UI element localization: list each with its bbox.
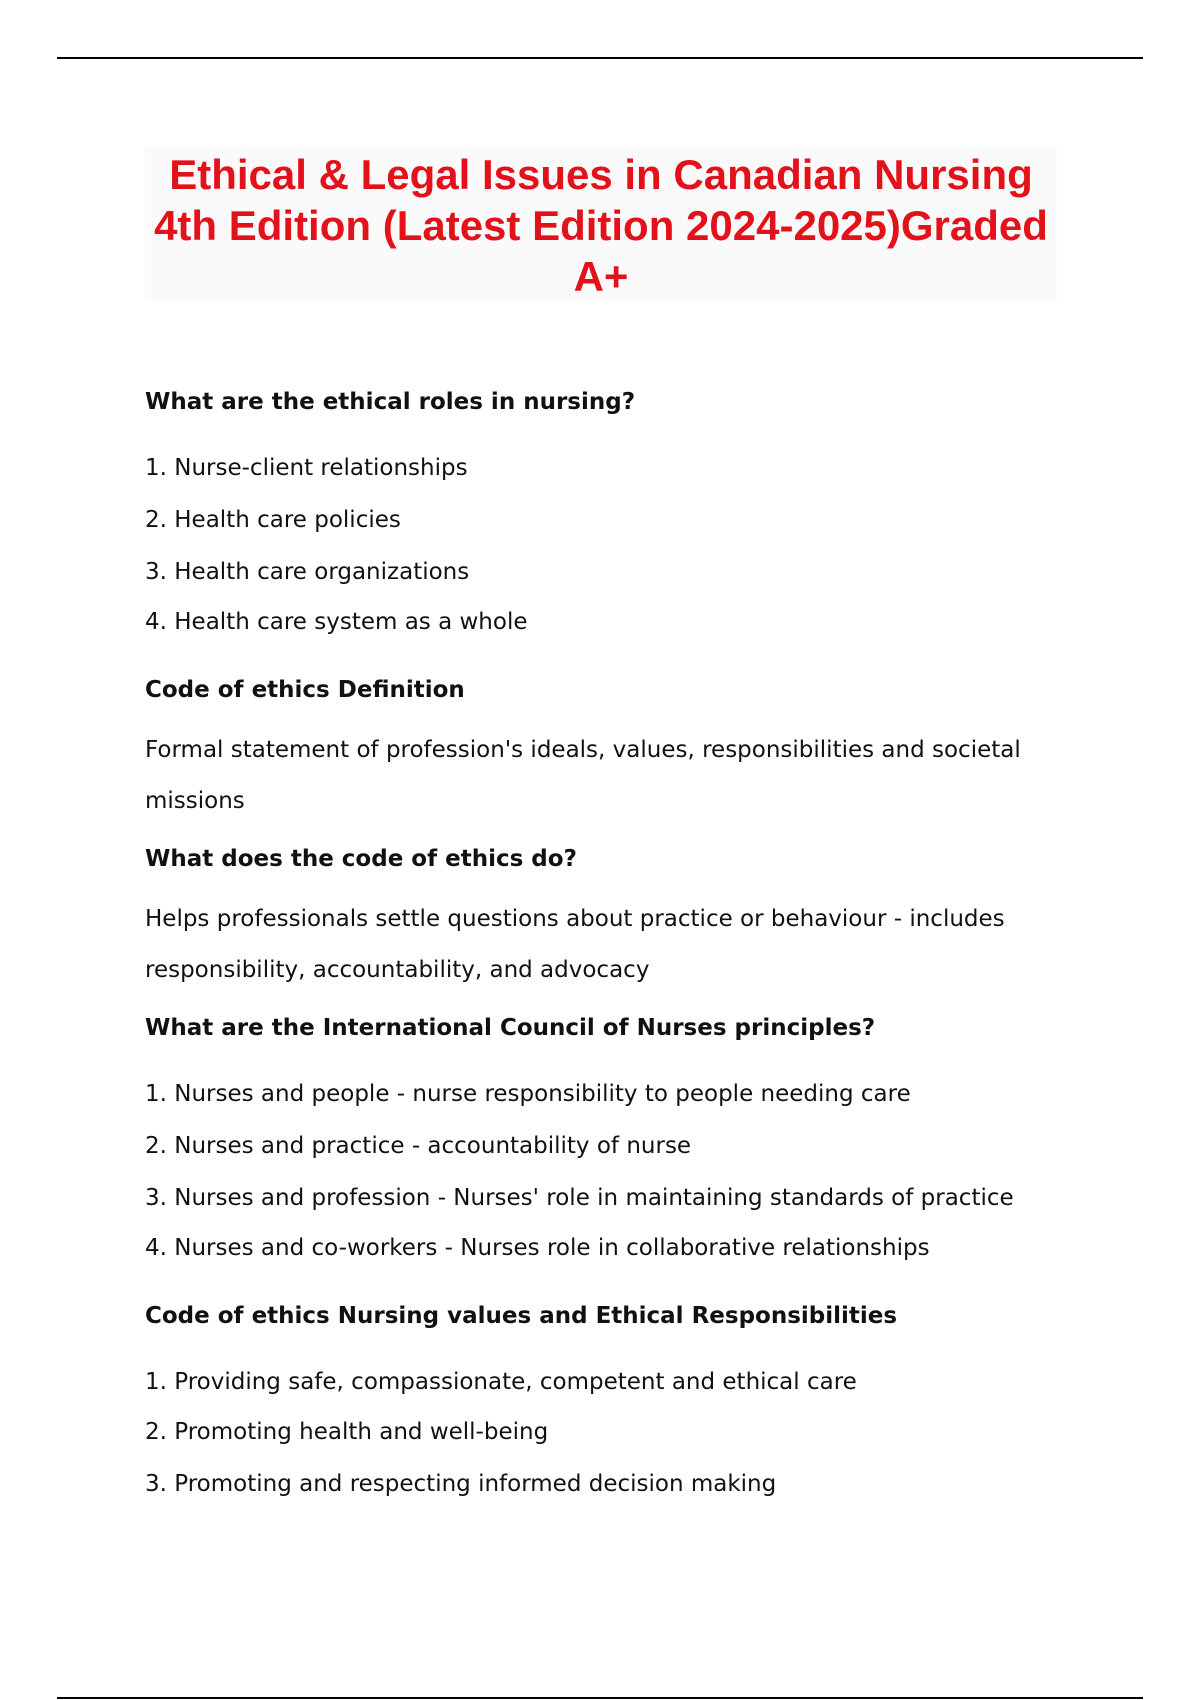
section-heading-ethical-roles: What are the ethical roles in nursing? [145, 389, 636, 415]
list-item: 4. Nurses and co-workers - Nurses role in collaborative relationships [145, 1235, 930, 1261]
section-heading-code-purpose: What does the code of ethics do? [145, 846, 577, 872]
nursing-values-list [145, 1367, 1065, 1499]
list-item: 3. Promoting and respecting informed decision making [145, 1471, 777, 1497]
list-item: 3. Nurses and profession - Nurses' role in maintaining standards of practice [145, 1185, 1014, 1211]
section-heading-nursing-values: Code of ethics Nursing values and Ethical Responsibilities [145, 1303, 898, 1329]
list-item: 2. Health care policies [145, 507, 401, 533]
title-banner [145, 147, 1057, 300]
list-item: 2. Promoting health and well-being [145, 1419, 549, 1445]
list-item: 4. Health care system as a whole [145, 609, 528, 635]
icn-principles-list [145, 1079, 1065, 1263]
list-item: 1. Providing safe, compassionate, competent and ethical care [145, 1369, 857, 1395]
list-item: 2. Nurses and practice - accountability of nurse [145, 1133, 692, 1159]
list-item: 1. Nurses and people - nurse responsibility to people needing care [145, 1081, 911, 1107]
top-rule [57, 57, 1143, 59]
code-purpose-text: Helps professionals settle questions about practice or behaviour - includes responsibility, accountability, and advocacy [145, 906, 1005, 983]
document-body [145, 387, 1065, 1499]
ethical-roles-list [145, 453, 1065, 637]
document-title: Ethical & Legal Issues in Canadian Nursing 4th Edition (Latest Edition 2024-2025)Graded A+ [154, 151, 1048, 300]
list-item: 1. Nurse-client relationships [145, 455, 468, 481]
bottom-rule [57, 1697, 1143, 1699]
section-heading-code-definition: Code of ethics Definition [145, 677, 465, 703]
code-definition-text: Formal statement of profession's ideals, values, responsibilities and societal missions [145, 737, 1021, 814]
list-item: 3. Health care organizations [145, 559, 470, 585]
section-heading-icn-principles: What are the International Council of Nurses principles? [145, 1015, 876, 1041]
